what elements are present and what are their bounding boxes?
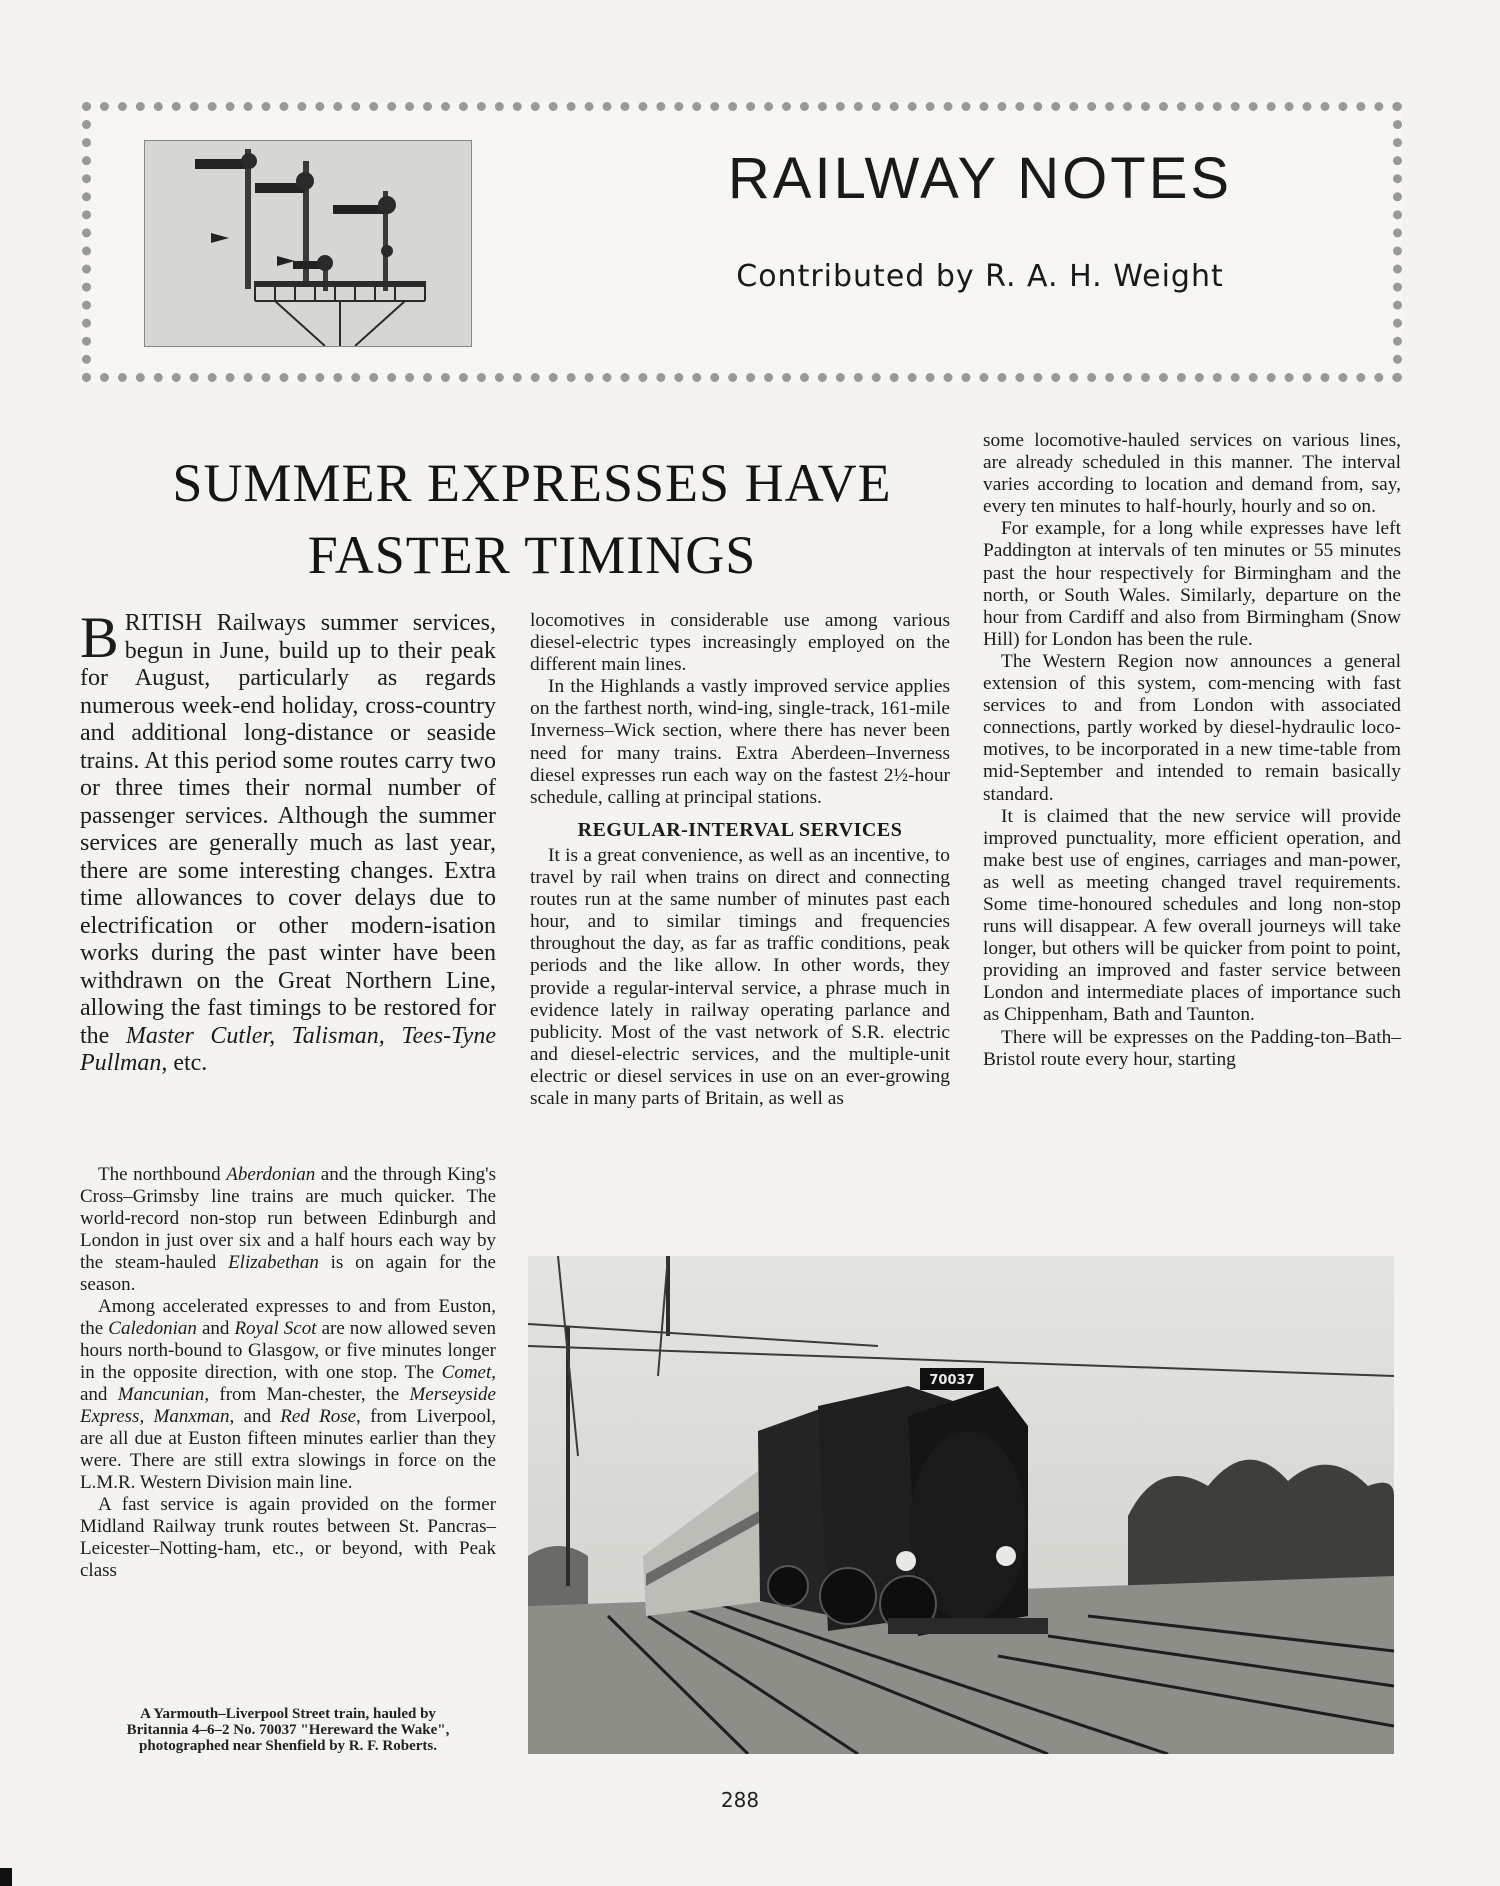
section-title: RAILWAY NOTES xyxy=(727,146,1233,211)
paragraph-paddington: For example, for a long while expresses have left Paddington at intervals of ten minutes or 55 minutes past the hour respectively for Birmingham and the north, or South Wales. Similarly, departure on the hour from Cardiff and also from Birmingham (Snow Hill) for London has been the rule. xyxy=(983,518,1401,650)
signal-gantry-illustration xyxy=(145,141,471,346)
paragraph-western-region: The Western Region now announces a general extension of this system, com-mencing with fast services to and from London with associated connections, partly worked by diesel-hydraulic loco-motives, to be incorporated in a new time-table from mid-September and intended to remain basically standard. xyxy=(983,650,1401,805)
paragraph-aberdonian: The northbound Aberdonian and the through King's Cross–Grimsby line trains are much quicker. The world-record non-stop run between Edinburgh and London in just over six and a half hours each way by the steam-hauled Elizabethan is on again for the season. xyxy=(80,1164,496,1295)
page-number: 288 xyxy=(720,1788,760,1812)
train-names: Master Cutler, Talisman, Tees-Tyne Pullman, xyxy=(80,1022,496,1076)
column-2 xyxy=(530,610,950,1110)
signal-gantry-photo xyxy=(144,140,472,347)
column-1-intro xyxy=(80,605,496,1078)
paragraph-convenience: It is a great convenience, as well as an incentive, to travel by rail when trains on direct and connecting routes run at the same number of minutes past each hour, and to similar timings and frequencies throughout the day, as far as traffic conditions, peak periods and the like allow. In other words, they provide a regular-interval service, a phrase much in evidence lately in railway operating parlance and publicity. Most of the vast network of S.R. electric and diesel-electric services, and the multiple-unit electric or diesel services in use on an ever-growing scale in many parts of Britain, as well as xyxy=(530,844,950,1109)
paragraph-euston: Among accelerated expresses to and from Euston, the Caledonian and Royal Scot are now allowed seven hours north-bound to Glasgow, or five minutes longer in the opposite direction, with one stop. The Comet, and Mancunian, from Man-chester, the Merseyside Express, Manxman, and Red Rose, from Liverpool, are all due at Euston fifteen minutes earlier than they were. There are still extra slowings in force on the L.M.R. Western Division main line. xyxy=(80,1296,497,1493)
subheading-regular-interval: REGULAR-INTERVAL SERVICES xyxy=(577,818,903,841)
paragraph-midland: A fast service is again provided on the former Midland Railway trunk routes between St. Pancras–Leicester–Notting-ham, etc., or beyond, with Peak class xyxy=(80,1494,496,1581)
headline-line-2: FASTER TIMINGS xyxy=(307,524,757,585)
paragraph-locomotive-hauled: some locomotive-hauled services on various lines, are already scheduled in this manner. The interval varies according to location and demand from, say, every ten minutes to half-hourly, hourly and so on. xyxy=(983,430,1401,518)
locomotive-number: 70037 xyxy=(929,1373,975,1388)
paragraph-bath-bristol: There will be expresses on the Padding-ton–Bath–Bristol route every hour, starting xyxy=(983,1026,1401,1070)
caption-line-2: Britannia 4–6–2 No. 70037 "Hereward the Wake", xyxy=(126,1722,450,1738)
locomotive-illustration xyxy=(528,1256,1394,1754)
headline-line-1: SUMMER EXPRESSES HAVE xyxy=(172,453,892,513)
photo-caption xyxy=(80,1706,496,1754)
contributor-credit: Contributed by R. A. H. Weight xyxy=(736,259,1224,294)
column-1-body xyxy=(80,1164,496,1582)
intro-text: RITISH Railways summer services, begun in June, build up to their peak for August, particularly as regards numerous week-end holiday, cross-country and additional long-distance or seaside trains. At this period some routes carry two or three times their normal number of passenger services. Although the summer services are generally much as last year, there are some interesting changes. Extra time allowances to cover delays due to electrification or other modern-isation works during the past winter have been withdrawn on the Great Northern Line, allowing the fast timings to be restored for the xyxy=(80,610,496,1049)
intro-paragraph xyxy=(80,605,496,1078)
intro-text-end: etc. xyxy=(167,1050,208,1076)
drop-cap: B xyxy=(80,605,119,670)
scan-corner-mark xyxy=(0,1868,12,1886)
caption-line-3: photographed near Shenfield by R. F. Roberts. xyxy=(139,1738,437,1754)
paragraph-punctuality: It is claimed that the new service will provide improved punctuality, more efficient operation, and make best use of engines, carriages and man-power, as well as meeting changed travel requirements. Some time-honoured schedules and long non-stop runs will disappear. A few overall journeys will take longer, but others will be quicker from point to point, providing an improved and faster service between London and intermediate places of importance such as Chippenham, Bath and Taunton. xyxy=(983,805,1401,1026)
paragraph-highlands: In the Highlands a vastly improved service applies on the farthest north, wind-ing, single-track, 161-mile Inverness–Wick section, where there has never been need for many trains. Extra Aberdeen–Inverness diesel expresses run each way on the fastest 2½-hour schedule, calling at principal stations. xyxy=(530,676,950,808)
article-headline xyxy=(112,448,952,592)
caption-line-1: A Yarmouth–Liverpool Street train, hauled by xyxy=(140,1706,436,1722)
train-photo xyxy=(528,1256,1394,1754)
paragraph-locomotives: locomotives in considerable use among various diesel-electric types increasingly employed on the different main lines. xyxy=(530,610,950,676)
column-3 xyxy=(983,430,1401,1071)
